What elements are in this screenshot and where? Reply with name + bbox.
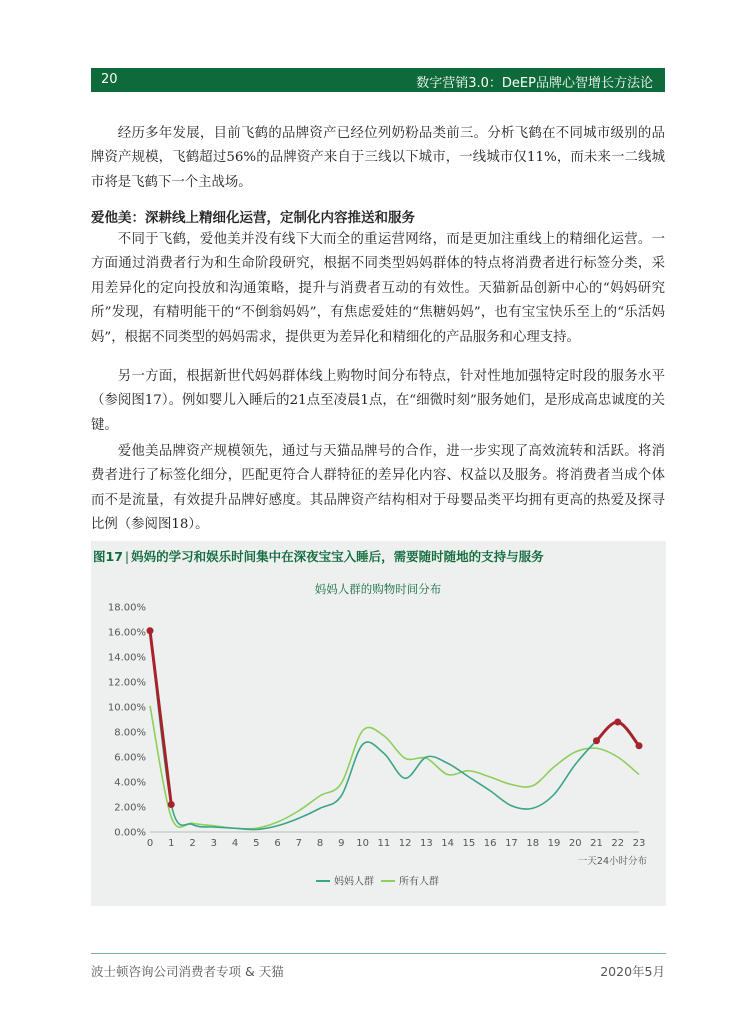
x-tick-label: 11 <box>377 838 391 849</box>
x-tick-label: 19 <box>547 838 561 849</box>
y-tick-label: 16.00% <box>107 627 146 639</box>
y-tick-label: 8.00% <box>114 727 146 739</box>
chart-title: 妈妈人群的购物时间分布 <box>314 582 442 596</box>
y-tick-label: 4.00% <box>114 777 146 789</box>
legend-label-all-people: 所有人群 <box>399 876 439 888</box>
x-tick-label: 16 <box>483 838 497 849</box>
figure-17 <box>91 541 666 906</box>
x-tick-label: 7 <box>295 838 303 849</box>
figure-label: 图17 <box>93 549 123 564</box>
x-tick-label: 10 <box>356 838 369 849</box>
highlight-point <box>593 737 600 744</box>
paragraph-aptamil-3: 爱他美品牌资产规模领先，通过与天猫品牌号的合作，进一步实现了高效流转和活跃。将消费者进行了标签化细分，匹配更符合人群特征的差异化内容、权益以及服务。将消费者当成个体而不是流量，有效提升品牌好感度。其品牌资产结构相对于母婴品类平均拥有更高的热爱及探寻比例（参阅图18）。 <box>91 444 665 533</box>
x-tick-label: 2 <box>189 838 196 849</box>
x-tick-label: 4 <box>231 838 239 849</box>
x-tick-label: 13 <box>420 838 433 849</box>
x-tick-label: 12 <box>398 838 412 849</box>
y-tick-label: 6.00% <box>114 752 146 764</box>
y-tick-label: 0.00% <box>114 827 146 839</box>
x-tick-label: 20 <box>568 838 582 849</box>
highlight-segment <box>150 631 171 805</box>
x-tick-label: 15 <box>462 838 476 849</box>
x-tick-label: 5 <box>253 838 260 849</box>
x-tick-label: 23 <box>632 838 646 849</box>
y-tick-label: 12.00% <box>107 677 146 689</box>
page-number: 20 <box>101 72 118 87</box>
y-tick-label: 2.00% <box>114 802 146 814</box>
y-tick-label: 10.00% <box>107 702 146 714</box>
highlight-point <box>168 801 175 808</box>
section-heading: 爱他美：深耕线上精细化运营，定制化内容推送和服务 <box>91 210 415 226</box>
x-tick-label: 6 <box>274 838 281 849</box>
highlight-segment <box>596 722 639 746</box>
x-axis-label: 一天24小时分布 <box>577 856 647 867</box>
paragraph-aptamil-2: 另一方面，根据新世代妈妈群体线上购物时间分布特点，针对性地加强特定时段的服务水平（参阅图17）。例如婴儿入睡后的21点至凌晨1点，在“细微时刻”服务她们，是形成高忠诚度的关键。 <box>91 369 665 433</box>
x-tick-label: 17 <box>505 838 518 849</box>
y-tick-label: 14.00% <box>107 652 146 664</box>
x-tick-label: 9 <box>338 838 345 849</box>
series-line-moms <box>150 631 639 830</box>
figure-caption-text: 妈妈的学习和娱乐时间集中在深夜宝宝入睡后，需要随时随地的支持与服务 <box>131 549 544 564</box>
y-tick-label: 18.00% <box>107 602 146 614</box>
highlight-point <box>636 742 643 749</box>
footer-source: 波士顿咨询公司消费者专项 & 天猫 <box>91 964 284 979</box>
highlight-point <box>147 627 154 634</box>
x-tick-label: 22 <box>611 838 625 849</box>
paragraph-feihe: 经历多年发展，目前飞鹤的品牌资产已经位列奶粉品类前三。分析飞鹤在不同城市级别的品牌资产规模，飞鹤超过56%的品牌资产来自于三线以下城市，一线城市仅11%，而未来一二线城市将是飞鹤下一个主战场。 <box>91 126 665 190</box>
shopping-time-chart <box>91 541 666 906</box>
x-tick-label: 21 <box>590 838 603 849</box>
book-title: 数字营销3.0：DeEP品牌心智增长方法论 <box>416 76 653 91</box>
highlight-point <box>614 719 621 726</box>
page-header-bar <box>91 68 665 92</box>
footer-date: 2020年5月 <box>600 964 665 979</box>
x-tick-label: 0 <box>146 838 154 849</box>
figure-separator: | <box>124 549 130 564</box>
legend-label-moms: 妈妈人群 <box>334 876 374 888</box>
x-tick-label: 18 <box>526 838 540 849</box>
x-tick-label: 3 <box>210 838 217 849</box>
x-tick-label: 8 <box>316 838 324 849</box>
paragraph-aptamil-1: 不同于飞鹤，爱他美并没有线下大而全的重运营网络，而是更加注重线上的精细化运营。一方面通过消费者行为和生命阶段研究，根据不同类型妈妈群体的特点将消费者进行标签分类，采用差异化的定向投放和沟通策略，提升与消费者互动的有效性。天猫新品创新中心的“妈妈研究所”发现，有精明能干的“不倒翁妈妈”，有焦虑爱娃的“焦糖妈妈”，也有宝宝快乐至上的“乐活妈妈”，根据不同类型的妈妈需求，提供更为差异化和精细化的产品服务和心理支持。 <box>91 232 665 345</box>
x-tick-label: 14 <box>441 838 455 849</box>
x-tick-label: 1 <box>168 838 175 849</box>
footer-divider <box>91 953 666 954</box>
